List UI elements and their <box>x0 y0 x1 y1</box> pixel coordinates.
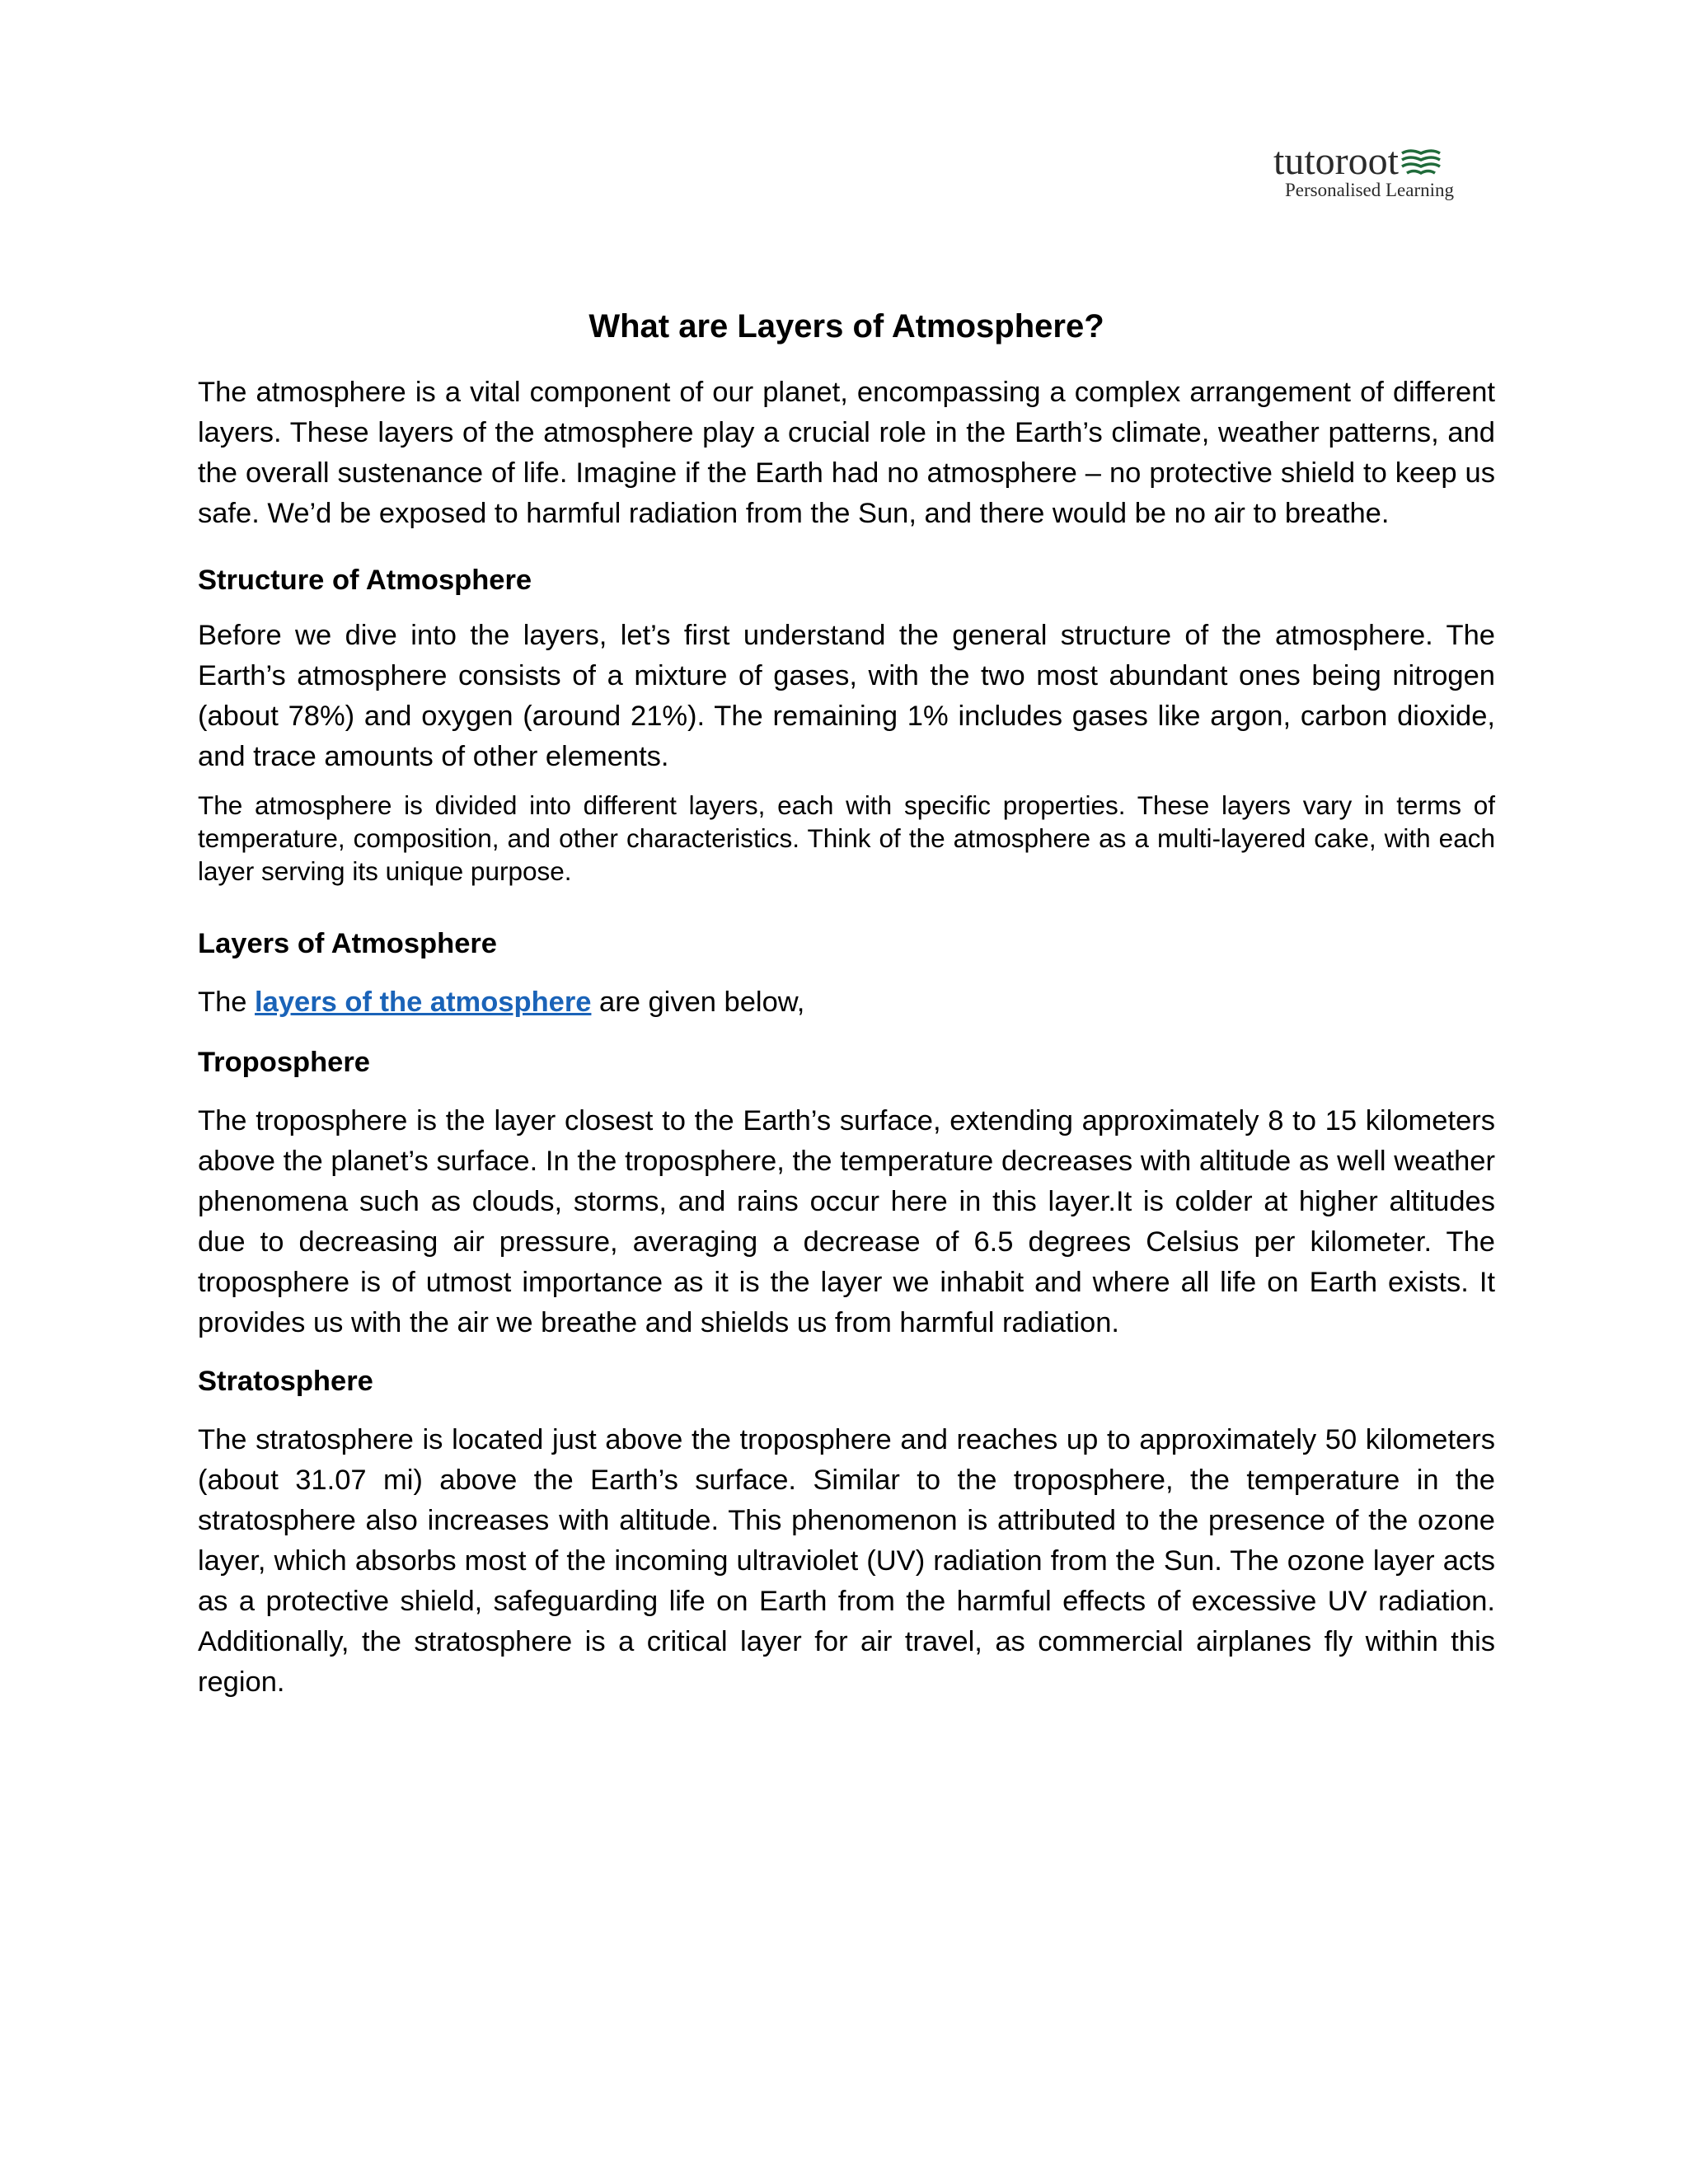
logo-tagline: Personalised Learning <box>1285 180 1455 200</box>
layers-intro <box>198 982 1495 1023</box>
brand-logo <box>1273 139 1488 201</box>
page-title: What are Layers of Atmosphere? <box>588 308 1104 344</box>
troposphere-heading: Troposphere <box>198 1047 370 1078</box>
structure-heading: Structure of Atmosphere <box>198 565 532 596</box>
layers-of-atmosphere-link[interactable]: layers of the atmosphere <box>255 987 592 1018</box>
document-body <box>198 305 1495 1703</box>
structure-paragraph-2: The atmosphere is divided into different layers, each with specific properties. These layers vary in terms of temperature, composition, and other characteristics. Think of the atmosphere as a multi-layered cake, with each layer serving its unique purpose. <box>198 790 1495 886</box>
layers-intro-prefix: The <box>198 987 247 1018</box>
logo-wordmark: tutoroot <box>1273 139 1399 183</box>
logo-row <box>1273 139 1488 183</box>
layers-heading: Layers of Atmosphere <box>198 928 497 959</box>
stratosphere-heading: Stratosphere <box>198 1366 373 1397</box>
structure-paragraph: Before we dive into the layers, let’s first understand the general structure of the atmosphere. The Earth’s atmosphere consists of a mixture of gases, with the two most abundant ones being nitrogen (about 78%) and oxygen (around 21%). The remaining 1% includes gases like argon, carbon dioxide, and trace amounts of other elements. <box>198 620 1495 772</box>
book-pages-icon <box>1400 147 1442 179</box>
layers-intro-suffix: are given below, <box>599 987 805 1018</box>
intro-paragraph: The atmosphere is a vital component of our planet, encompassing a complex arrangement of different layers. These layers of the atmosphere play a crucial role in the Earth’s climate, weather patterns, and the overall sustenance of life. Imagine if the Earth had no atmosphere – no protective shield to keep us safe. We’d be exposed to harmful radiation from the Sun, and there would be no air to breathe. <box>198 377 1495 529</box>
stratosphere-paragraph: The stratosphere is located just above the troposphere and reaches up to approximately 50 kilometers (about 31.07 mi) above the Earth’s surface. Similar to the troposphere, the temperature in the stratosphere also increases with altitude. This phenomenon is attributed to the presence of the ozone layer, which absorbs most of the incoming ultraviolet (UV) radiation from the Sun. The ozone layer acts as a protective shield, safeguarding life on Earth from the harmful effects of excessive UV radiation. Additionally, the stratosphere is a critical layer for air travel, as commercial airplanes fly within this region. <box>198 1424 1495 1698</box>
troposphere-paragraph: The troposphere is the layer closest to the Earth’s surface, extending approximately 8 to 15 kilometers above the planet’s surface. In the troposphere, the temperature decreases with altitude as well weather phenomena such as clouds, storms, and rains occur here in this layer.It is colder at higher altitudes due to decreasing air pressure, averaging a decrease of 6.5 degrees Celsius per kilometer. The troposphere is of utmost importance as it is the layer we inhabit and where all life on Earth exists. It provides us with the air we breathe and shields us from harmful radiation. <box>198 1105 1495 1338</box>
